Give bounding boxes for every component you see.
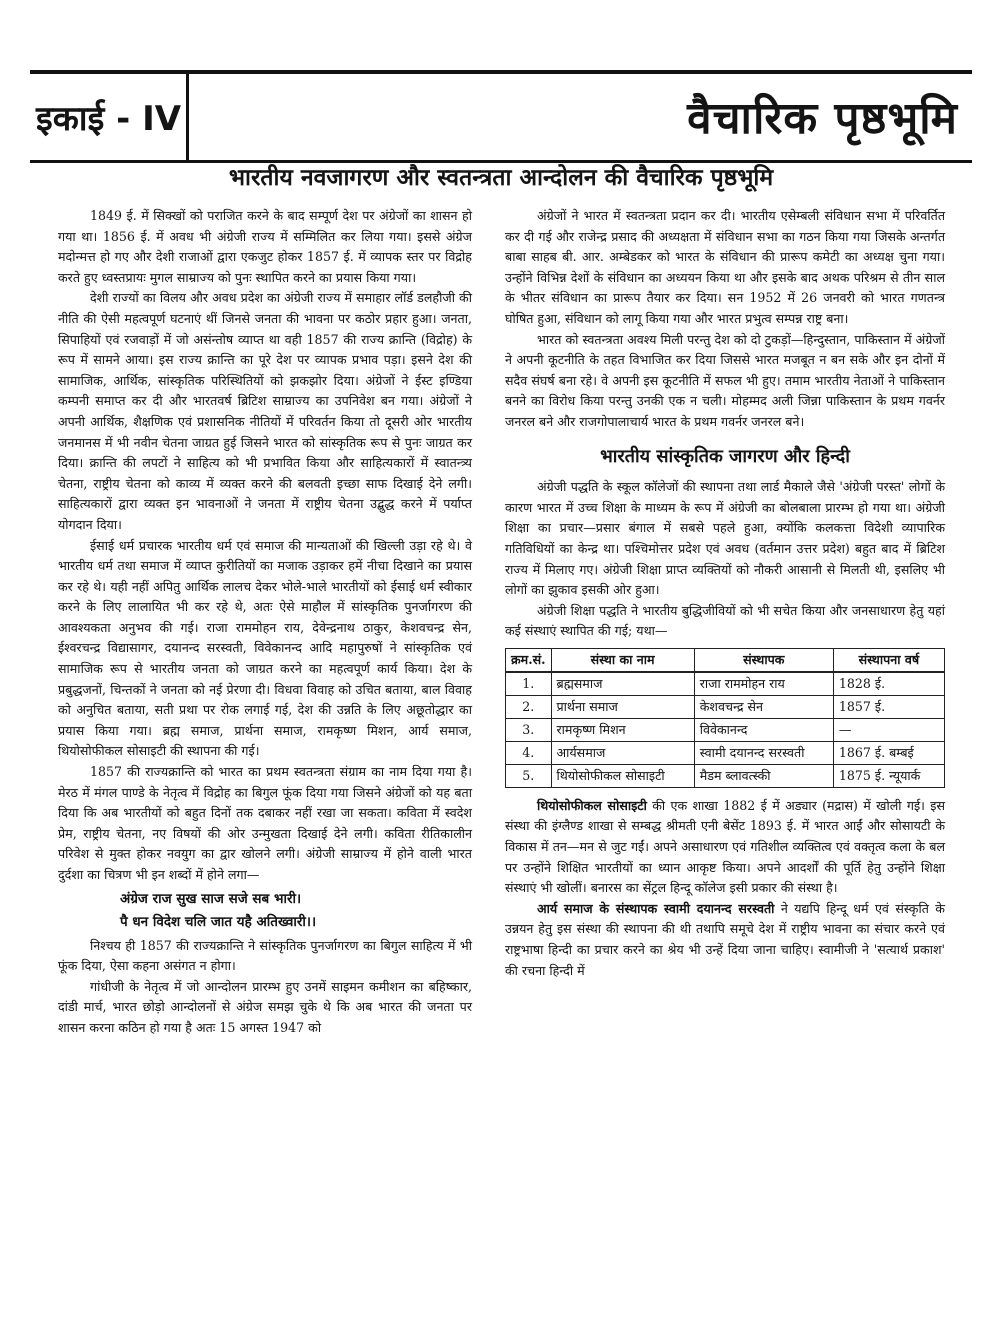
paragraph: अंग्रेजी शिक्षा पद्धति ने भारतीय बुद्धिजीवियों को भी सचेत किया और जनसाधारण हेतु यहां कई संस्थाएं स्थापित की गई; यथा— <box>505 602 945 639</box>
main-heading: भारतीय नवजागरण और स्वतन्त्रता आन्दोलन की वैचारिक पृष्ठभूमि <box>228 165 774 191</box>
paragraph: देशी राज्यों का विलय और अवध प्रदेश का अंग्रेजी राज्य में समाहार लॉर्ड डलहौजी की नीति की ऐसी महत्वपूर्ण घटनाएं थीं जिनसे जनता की भावना पर कठोर प्रहार हुआ। जनता, सिपाहियों एवं रजवाड़ों में जो असंन्तोष व्याप्त था वही 1857 की राज्य क्रान्ति (विद्रोह) के रूप में सामने आया। इस राज्य क्रान्ति का पूरे देश पर व्यापक प्रभाव पड़ा। इसने देश की सामाजिक, आर्थिक, सांस्कृतिक परिस्थितियों को झकझोर दिया। अंग्रेजों ने ईस्ट इण्डिया कम्पनी समाप्त कर दी और भारतवर्ष ब्रिटिश साम्राज्य का उपनिवेश बन गया। अंग्रेजों ने अपनी आर्थिक, शैक्षणिक एवं प्रशासनिक नीतियों में परिवर्तन किया तो दूसरी ओर भारतीय जनमानस में भी नवीन चेतना जाग्रत हुई जिसने भारत को सांस्कृतिक रूप से पुनः जाग्रत कर दिया। क्रान्ति की लपटों ने साहित्य को भी प्रभावित किया और साहित्यकारों में स्वातन्त्र्य चेतना, राष्ट्रीय चेतना को काव्य में व्यक्त करने की बलवती इच्छा साफ दिखाई देने लगी। साहित्यकारों द्वारा व्यक्त इन भावनाओं ने जनता में राष्ट्रीय चेतना उद्बुद्ध करने में पर्याप्त योगदान दिया। <box>58 290 472 532</box>
table-cell: आर्यसमाज <box>551 741 694 764</box>
paragraph: अंग्रेजों ने भारत में स्वतन्त्रता प्रदान कर दी। भारतीय एसेम्बली संविधान सभा में परिवर्तित कर दी गई और राजेन्द्र प्रसाद की अध्यक्षता में संविधान सभा का गठन किया गया जिसके अन्तर्गत बाबा साहब बी. आर. अम्बेडकर को भारत के संविधान की प्रारूप कमेटी का अध्यक्ष चुना गया। उन्होंने विभिन्न देशों के संविधान का अध्ययन किया था और इसके बाद अथक परिश्रम से तीन साल के भीतर संविधान का प्रारूप तैयार कर दिया। सन 1952 में 26 जनवरी को भारत गणतन्त्र घोषित हुआ, संविधान को लागू किया गया और भारत प्रभुत्व सम्पन्न राष्ट्र बना। <box>505 208 945 326</box>
verse-quote <box>120 888 472 934</box>
page-header <box>30 70 972 163</box>
verse-line: अंग्रेज राज सुख साज सजे सब भारी। <box>120 890 302 907</box>
table-cell: 1857 ई. <box>833 695 944 718</box>
column-header: संस्थापक <box>694 648 833 672</box>
paragraph-text: ने यद्यपि हिन्दू धर्म एवं संस्कृति के उन्नयन हेतु इस संस्था की स्थापना की थी तथापि समूचे देश में राष्ट्रीय भावना का संचार करने एवं राष्ट्रभाषा हिन्दी का प्रचार करने का श्रेय भी उन्हें दिया जाना चाहिए। स्वामीजी ने 'सत्यार्थ प्रकाश' की रचना हिन्दी में <box>505 900 945 978</box>
table-cell: स्वामी दयानन्द सरस्वती <box>694 741 833 764</box>
table-row <box>506 672 945 696</box>
section-heading: भारतीय सांस्कृतिक जागरण और हिन्दी <box>600 445 850 467</box>
paragraph: भारत को स्वतन्त्रता अवश्य मिली परन्तु देश को दो टुकड़ों—हिन्दुस्तान, पाकिस्तान में अंग्रेजों ने अपनी कूटनीति के तहत विभाजित कर दिया जिससे भारत मजबूत न बन सके और इन दोनों में सदैव संघर्ष बना रहे। वे अपनी इस कूटनीति में सफल भी हुए। तमाम भारतीय नेताओं ने पाकिस्तान बनने का विरोध किया परन्तु उनकी एक न चली। मोहम्मद अली जिन्ना पाकिस्तान के प्रथम गवर्नर जनरल बने और राजगोपालाचार्य भारत के प्रथम गवर्नर जनरल बने। <box>505 331 945 429</box>
table-cell: 2. <box>506 695 552 718</box>
bold-lead: आर्य समाज के संस्थापक स्वामी दयानन्द सरस्वती <box>537 900 775 916</box>
table-cell: 1875 ई. न्यूयार्क <box>833 764 944 787</box>
paragraph: 1849 ई. में सिक्खों को पराजित करने के बाद सम्पूर्ण देश पर अंग्रेजों का शासन हो गया था। 1856 ई. में अवध भी अंग्रेजी राज्य में सम्मिलित कर लिया गया। इससे अंग्रेज मदोन्मत्त हो गए और देशी राजाओं द्वारा एकजुट होकर 1857 ई. में व्यापक स्तर पर विद्रोह करते हुए ध्वस्तप्रायः मुगल साम्राज्य को पुनः स्थापित करने का प्रयास किया गया। <box>58 208 472 285</box>
page-title: वैचारिक पृष्ठभूमि <box>687 93 958 144</box>
table-cell: थियोसोफीकल सोसाइटी <box>551 764 694 787</box>
paragraph: गांधीजी के नेतृत्व में जो आन्दोलन प्रारम्भ हुए उनमें साइमन कमीशन का बहिष्कार, दांडी मार्च, भारत छोड़ो आन्दोलनों से अंग्रेज समझ चुके थे कि अब भारत की जनता पर शासन करना कठिन हो गया है अतः 15 अगस्त 1947 को <box>58 978 472 1035</box>
paragraph: निश्चय ही 1857 की राज्यक्रान्ति ने सांस्कृतिक पुनर्जागरण का बिगुल साहित्य में भी फूंक दिया, ऐसा कहना असंगत न होगा। <box>58 937 472 974</box>
table-cell: मैडम ब्लावत्स्की <box>694 764 833 787</box>
table-cell: राजा राममोहन राय <box>694 672 833 696</box>
verse-line: पै धन विदेश चलि जात यहै अतिख्वारी।। <box>120 913 317 930</box>
table-cell: रामकृष्ण मिशन <box>551 718 694 741</box>
table-row <box>506 741 945 764</box>
table-row <box>506 695 945 718</box>
paragraph-text: की एक शाखा 1882 ई में अड्यार (मद्रास) में खोली गई। इस संस्था की इंग्लैण्ड शाखा से सम्बद्ध श्रीमती एनी बेसेंट 1893 ई. में भारत आईं और सोसायटी के विकास में तन—मन से जुट गईं। अपने असाधारण एवं गतिशील व्यक्तित्व एवं वक्तृत्व कला के बल पर उन्होंने शिक्षित भारतीयों का ध्यान आकृष्ट किया। अपने आदर्शों की पूर्ति हेतु उन्होंने शिक्षा संस्थाएं भी खोलीं। बनारस का सेंट्रल हिन्दू कॉलेज इसी प्रकार की संस्था है। <box>505 797 945 896</box>
institutions-table <box>505 648 945 788</box>
column-header: संस्थापना वर्ष <box>833 648 944 672</box>
table-row <box>506 718 945 741</box>
table-cell: 1828 ई. <box>833 672 944 696</box>
table-cell: 3. <box>506 718 552 741</box>
paragraph: 1857 की राज्यक्रान्ति को भारत का प्रथम स्वतन्त्रता संग्राम का नाम दिया गया है। मेरठ में मंगल पाण्डे के नेतृत्व में विद्रोह का बिगुल फूंक दिया गया जिसने अंग्रेजों को यह बता दिया कि अब भारतीयों को बहुत दिनों तक दबाकर नहीं रखा जा सकता। कविता में स्वदेश प्रेम, राष्ट्रीय चेतना, नए विषयों की ओर उन्मुखता दिखाई देने लगी। कविता रीतिकालीन परिवेश से मुक्त होकर नवयुग का द्वार खोलने लगी। अंग्रेजी साम्राज्य में होने वाली भारत दुर्दशा का चित्रण भी इन शब्दों में होने लगा— <box>58 764 472 882</box>
paragraph: ईसाई धर्म प्रचारक भारतीय धर्म एवं समाज की मान्यताओं की खिल्ली उड़ा रहे थे। वे भारतीय धर्म तथा समाज में व्याप्त कुरीतियों का मजाक उड़ाकर हमें नीचा दिखाने का प्रयास कर रहे थे। यही नहीं अपितु आर्थिक लालच देकर भोले-भाले भारतीयों को ईसाई धर्म स्वीकार करने के लिए लालायित भी कर रहे थे, अतः ऐसे माहौल में सांस्कृतिक पुनर्जागरण की आवश्यकता अनुभव की गई। राजा राममोहन राय, देवेन्द्रनाथ ठाकुर, केशवचन्द्र सेन, ईश्वरचन्द्र विद्यासागर, दयानन्द सरस्वती, विवेकानन्द आदि महापुरुषों ने सांस्कृतिक एवं सामाजिक रूप से भारतीय जनता को जाग्रत करने का महत्वपूर्ण कार्य किया। देश के प्रबुद्धजनों, चिन्तकों ने जनता को नई प्रेरणा दी। विधवा विवाह को उचित बताया, बाल विवाह को अनुचित बताया, सती प्रथा पर रोक लगाई गई, देश की उन्नति के लिए अछूतोद्धार का प्रयास किया गया। ब्रह्म समाज, प्रार्थना समाज, रामकृष्ण मिशन, आर्य समाज, थियोसोफीकल सोसाइटी की स्थापना की गई। <box>58 537 472 759</box>
table-cell: 1. <box>506 672 552 696</box>
table-cell: विवेकानन्द <box>694 718 833 741</box>
table-cell: प्रार्थना समाज <box>551 695 694 718</box>
table-header-row <box>506 648 945 672</box>
paragraph <box>505 796 945 899</box>
left-column <box>58 206 472 1039</box>
table-cell: केशवचन्द्र सेन <box>694 695 833 718</box>
bold-lead: थियोसोफीकल सोसाइटी <box>537 797 647 813</box>
column-header: क्रम.सं. <box>506 648 552 672</box>
table-cell: 1867 ई. बम्बई <box>833 741 944 764</box>
table-cell: — <box>833 718 944 741</box>
table-cell: ब्रह्मसमाज <box>551 672 694 696</box>
paragraph: अंग्रेजी पद्धति के स्कूल कॉलेजों की स्थापना तथा लार्ड मैकाले जैसे 'अंग्रेजी परस्त' लोगों के कारण भारत में उच्च शिक्षा के माध्यम के रूप में अंग्रेजी का बोलबाला प्रारम्भ हो गया था। अंग्रेजी शिक्षा का प्रचार—प्रसार बंगाल में सबसे पहले हुआ, क्योंकि कलकत्ता विदेशी व्यापारिक गतिविधियों का केन्द्र था। पश्चिमोत्तर प्रदेश एवं अवध (वर्तमान उत्तर प्रदेश) बहुत बाद में ब्रिटिश राज्य में मिलाए गए। अंग्रेजी शिक्षा प्राप्त व्यक्तियों को नौकरी आसानी से मिलती थी, इसलिए भी लोगों का झुकाव इसकी ओर हुआ। <box>505 479 945 598</box>
table-row <box>506 764 945 787</box>
table-cell: 4. <box>506 741 552 764</box>
column-header: संस्था का नाम <box>551 648 694 672</box>
right-column <box>505 206 945 981</box>
unit-label: इकाई - IV <box>30 74 189 160</box>
table-cell: 5. <box>506 764 552 787</box>
paragraph <box>505 899 945 981</box>
